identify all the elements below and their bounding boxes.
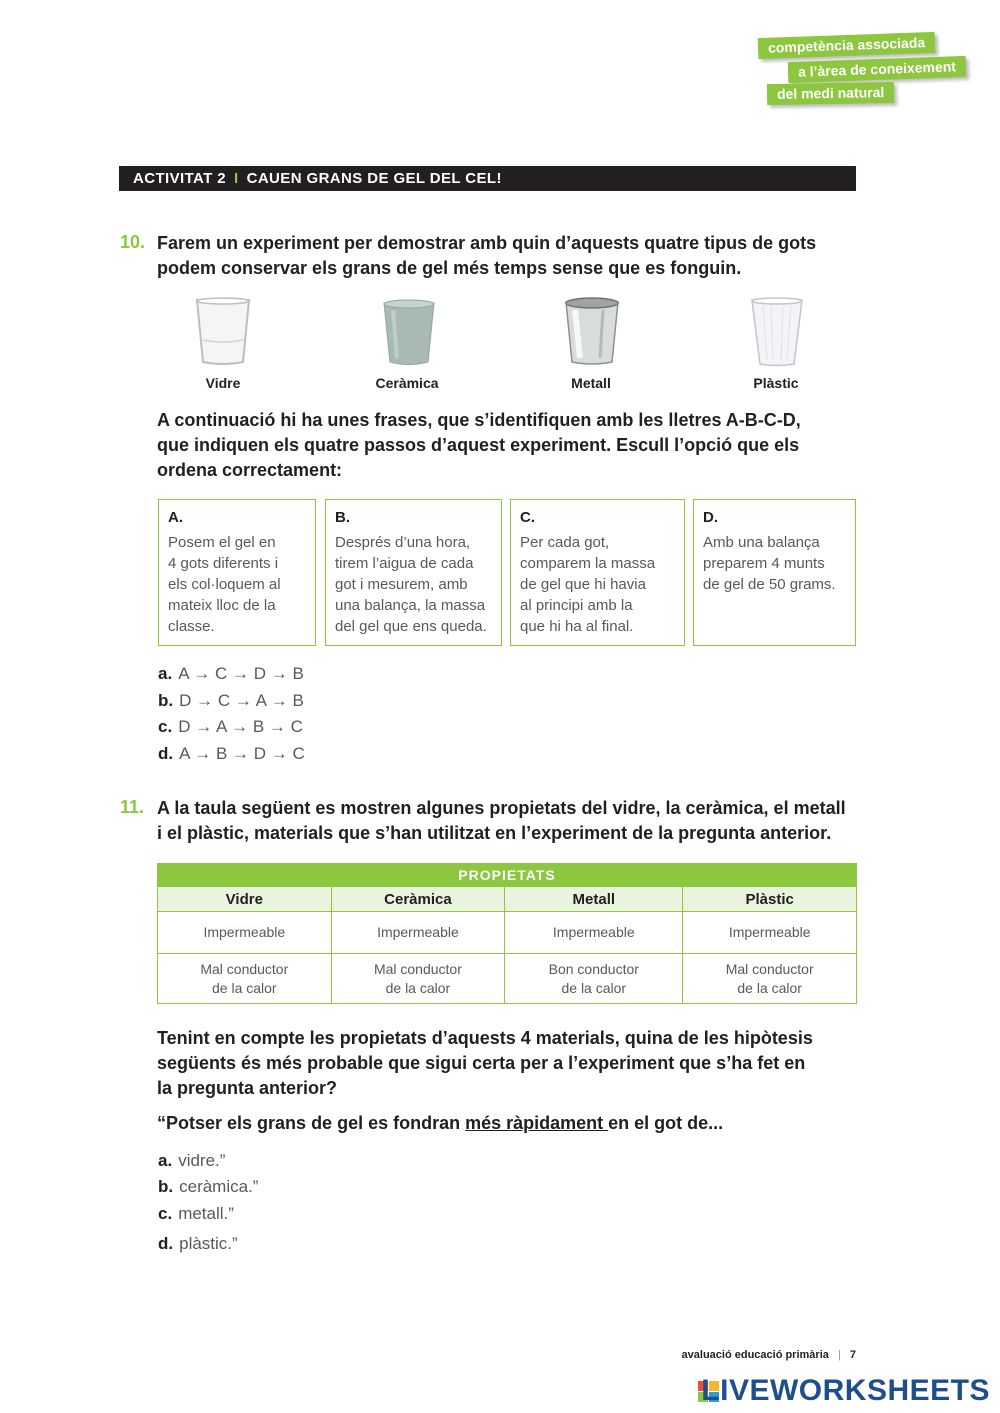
- footer-text: avaluació educació primària: [681, 1349, 829, 1361]
- step-letter: C.: [520, 509, 535, 526]
- table-cell: Mal conductor de la calor: [683, 954, 857, 1004]
- step-text: Posem el gel en 4 gots diferents i els col·loquem al mateix lloc de la classe.: [168, 534, 281, 635]
- question-11-number: 11.: [120, 797, 145, 817]
- question-10-instructions: [157, 408, 867, 483]
- activity-title: CAUEN GRANS DE GEL DEL CEL!: [246, 170, 502, 187]
- prompt-line: Tenint en compte les propietats d’aquests 4 materials, quina de les hipòtesis: [157, 1028, 813, 1048]
- step-box-a: [158, 499, 316, 646]
- question-11-prompt: [157, 1026, 877, 1101]
- q10-option-d[interactable]: d. A → B → D → C: [158, 744, 305, 763]
- table-cell: Impermeable: [158, 912, 332, 954]
- table-header: Ceràmica: [331, 887, 505, 912]
- competence-tag-line-1: competència associada: [758, 32, 936, 59]
- q10-option-a[interactable]: a. A → C → D → B: [158, 664, 304, 683]
- q11-option-d[interactable]: d. plàstic.”: [158, 1234, 238, 1253]
- table-title: PROPIETATS: [158, 864, 857, 887]
- table-cell: Mal conductor de la calor: [158, 954, 332, 1004]
- table-cell: Impermeable: [505, 912, 683, 954]
- q11-option-b[interactable]: b. ceràmica.”: [158, 1177, 259, 1196]
- instruction-line: A continuació hi ha unes frases, que s’identifiquen amb les lletres A-B-C-D,: [157, 410, 801, 430]
- table-cell: Mal conductor de la calor: [331, 954, 505, 1004]
- step-text: Per cada got, comparem la massa de gel que hi havia al principi amb la que hi ha al final.: [520, 534, 656, 635]
- table-cell: Impermeable: [683, 912, 857, 954]
- table-cell: Bon conductor de la calor: [505, 954, 683, 1004]
- q11-option-a[interactable]: a. vidre.”: [158, 1151, 226, 1170]
- question-11-line: i el plàstic, materials que s’han utilitzat en l’experiment de la pregunta anterior.: [157, 823, 832, 843]
- ceramic-cup-icon: [381, 298, 437, 368]
- table-header: Vidre: [158, 887, 332, 912]
- quote-end: en el got de...: [608, 1113, 724, 1133]
- cup-label-vidre: Vidre: [205, 375, 241, 391]
- competence-tag-line-3: del medi natural: [767, 82, 895, 105]
- table-header: Plàstic: [683, 887, 857, 912]
- step-text: Amb una balança preparem 4 munts de gel de 50 grams.: [703, 534, 836, 593]
- step-box-b: [325, 499, 502, 646]
- question-10-text: [157, 231, 867, 281]
- table-cell: Impermeable: [331, 912, 505, 954]
- cup-label-ceramica: Ceràmica: [375, 375, 439, 391]
- page-footer: [682, 1349, 856, 1361]
- activity-label: ACTIVITAT 2: [133, 170, 227, 187]
- q11-option-c[interactable]: c. metall.”: [158, 1204, 234, 1223]
- step-box-d: [693, 499, 856, 646]
- activity-separator: I: [234, 170, 239, 187]
- q10-option-b[interactable]: b. D → C → A → B: [158, 691, 304, 710]
- cup-label-plastic: Plàstic: [753, 375, 799, 391]
- page-number: 7: [849, 1349, 856, 1361]
- question-10-number: 10.: [120, 232, 146, 252]
- step-box-c: [510, 499, 685, 646]
- table-header: Metall: [505, 887, 683, 912]
- brand-name: LIVEWORKSHEETS: [701, 1374, 990, 1407]
- quote-underlined: més ràpidament: [465, 1113, 609, 1133]
- step-letter: D.: [703, 509, 718, 526]
- cup-label-metall: Metall: [571, 375, 611, 391]
- quote-start: “Potser els grans de gel es fondran: [157, 1113, 466, 1133]
- plastic-cup-icon: [749, 296, 805, 368]
- step-text: Després d’una hora, tirem l’aigua de cada got i mesurem, amb una balança, la massa del gel que ens queda.: [335, 534, 487, 635]
- step-letter: B.: [335, 509, 350, 526]
- question-10-line: podem conservar els grans de gel més temps sense que es fonguin.: [157, 258, 742, 278]
- question-11-line: A la taula següent es mostren algunes propietats del vidre, la ceràmica, el metall: [157, 798, 846, 818]
- prompt-line: següents és més probable que sigui certa per a l’experiment que s’ha fet en: [157, 1053, 806, 1073]
- hypothesis-quote: [157, 1111, 877, 1136]
- metal-cup-icon: [563, 296, 621, 368]
- instruction-line: que indiquen els quatre passos d’aquest experiment. Escull l’opció que els: [157, 435, 800, 455]
- instruction-line: ordena correctament:: [157, 460, 343, 480]
- competence-tag-line-2: a l’àrea de coneixement: [788, 56, 967, 83]
- activity-bar: [119, 166, 856, 191]
- prompt-line: la pregunta anterior?: [157, 1078, 338, 1098]
- footer-separator: |: [837, 1349, 841, 1361]
- glass-cup-icon: [193, 296, 253, 368]
- q10-option-c[interactable]: c. D → A → B → C: [158, 717, 303, 736]
- question-10-line: Farem un experiment per demostrar amb quin d’aquests quatre tipus de gots: [157, 233, 817, 253]
- step-letter: A.: [168, 509, 183, 526]
- question-11-text: [157, 796, 877, 846]
- properties-table: [157, 863, 857, 1004]
